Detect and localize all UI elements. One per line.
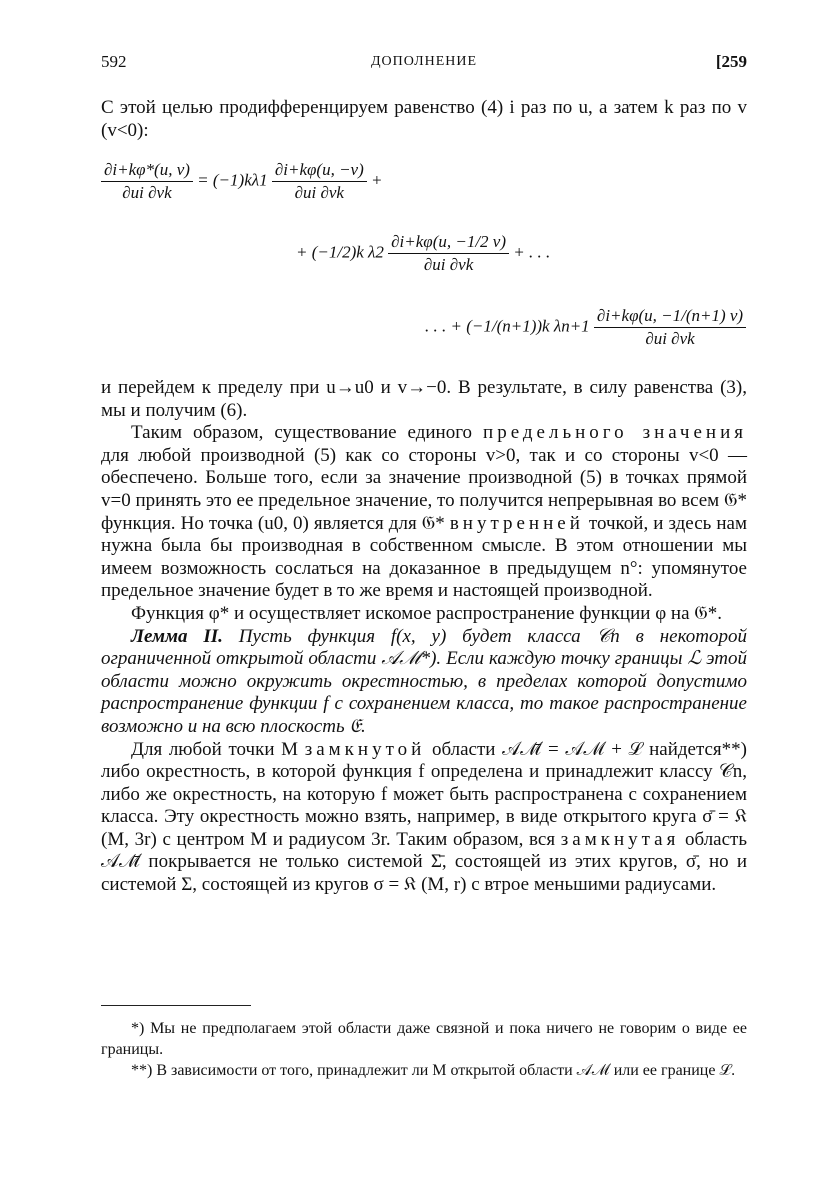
eq3-prefix: . . . + (−1/(n+1))k λn+1 xyxy=(425,316,590,336)
eq1-lhs-fraction: $\frac{\partial i+k\varphi*(u, v)}{\partial ui \partial vk}$ xyxy=(101,160,193,203)
eq1-equals: = (−1)kλ1 xyxy=(197,170,268,190)
eq1-plus: + xyxy=(371,170,383,190)
running-title: ДОПОЛНЕНИЕ xyxy=(370,54,478,69)
lemma-ii: Лемма II. Пусть функция f(x, y) будет класса 𝒞n в некоторой ограниченной открытой области 𝒜ℳ*). Если каждую точку границы ℒ этой области можно окружить окрестностью, в пределах которой допустимо распространение функции f с сохранением класса, то такое распространение возможно и на всю плоскость 𝔈. xyxy=(101,625,747,737)
paragraph-3: Функция φ* и осуществляет искомое распространение функции φ на 𝔊*. xyxy=(131,602,723,624)
eq3-fraction: $\frac{\partial i+k\varphi(u, -1/(n+1) v)}{\partial ui \partial vk}$ xyxy=(594,306,746,349)
paragraph-4: Для любой точки M замкнутой области 𝒜ℳ̄ = 𝒜ℳ + ℒ найдется**) либо окрестность, в которой функция f определена и принадлежит классу 𝒞n, либо же окрестность, на которую f может быть распространена с сохранением класса. Эту окрестность можно взять, например, в виде открытого круга σ̄ = 𝔎 (M, 3r) с центром M и радиусом 3r. Таким образом, вся замкнутая область 𝒜ℳ̄ покрывается не только системой Σ̄, состоящей из этих кругов, σ̄, но и системой Σ, состоящей из кругов σ = 𝔎 (M, r) с втрое меньшими радиусами. xyxy=(101,738,748,896)
page-header xyxy=(101,52,747,76)
lemma-title: Лемма II. xyxy=(131,625,223,647)
paragraph-1: и перейдем к пределу при u→u0 и v→−0. В результате, в силу равенства (3), мы и получим (6). xyxy=(101,377,747,421)
footnote-1: *) Мы не предполагаем этой области даже связной и пока ничего не говорим о виде ее границы. xyxy=(101,1020,747,1058)
footnote-rule xyxy=(101,1005,251,1006)
equation-line-2 xyxy=(296,232,550,275)
eq2-prefix: + (−1/2)k λ2 xyxy=(296,242,384,262)
page-number: 592 xyxy=(101,52,127,71)
intro-line: С этой целью продифференцируем равенство (4) i раз по u, а затем k раз по v (v<0): xyxy=(101,97,747,141)
paragraph-2: Таким образом, существование единого предельного значения для любой производной (5) как со стороны v>0, так и со стороны v<0 — обеспечено. Больше того, если за значение производной (5) в точках прямой v=0 принять это ее предельное значение, то получится непрерывная во всем 𝔊* функция. Но точка (u0, 0) является для 𝔊* внутренней точкой, и здесь нам нужна была бы производная в собственном смысле. В этом отношении мы имеем возможность сослаться на доказанное в предыдущем n°: упомянутое предельное значение будет в то же время и настоящей производной. xyxy=(101,422,748,602)
footnote-2: **) В зависимости от того, принадлежит ли M открытой области 𝒜ℳ или ее границе ℒ. xyxy=(131,1062,736,1079)
equation-line-1 xyxy=(101,160,382,203)
eq2-fraction: $\frac{\partial i+k\varphi(u, -1/2 v)}{\partial ui \partial vk}$ xyxy=(388,232,509,275)
equation-line-3 xyxy=(425,306,746,349)
eq2-tail: + . . . xyxy=(513,242,551,262)
body-text xyxy=(101,377,747,897)
eq1-rhs-fraction: $\frac{\partial i+k\varphi(u, -v)}{\partial ui \partial vk}$ xyxy=(272,160,367,203)
original-page-number: [259 xyxy=(715,52,747,71)
